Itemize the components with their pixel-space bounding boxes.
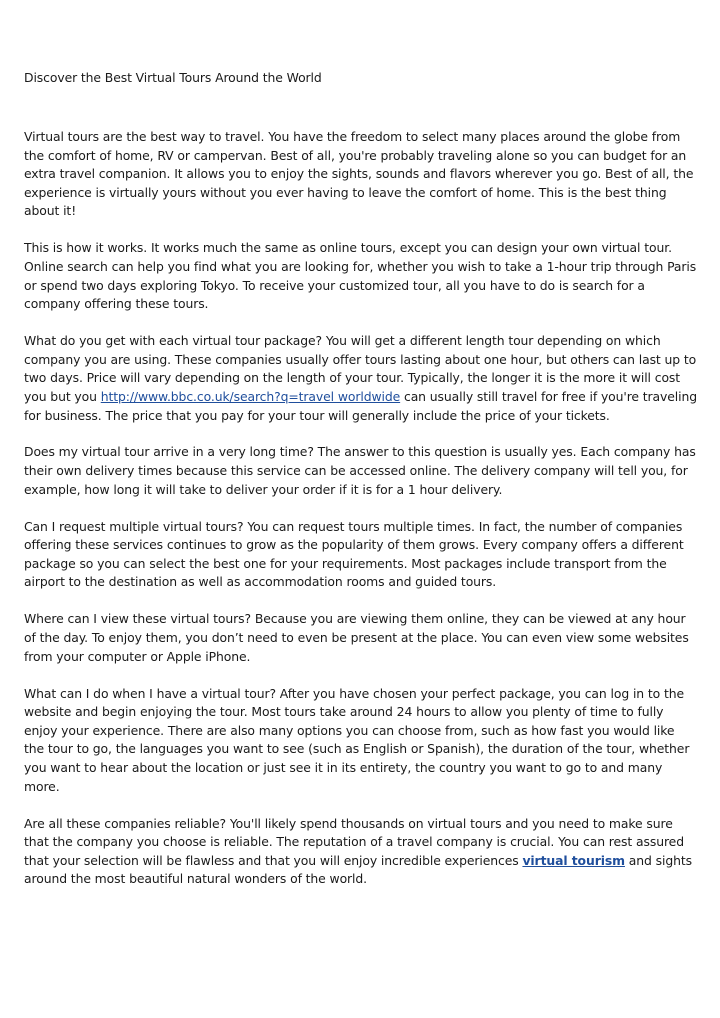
paragraph-what-to-do: What can I do when I have a virtual tour? After you have chosen your perfect package, you can log in to the website and begin enjoying the tour. Most tours take around 24 hours to allow you plenty of time to fully enjoy your experience. There are also many options you can choose from, such as how fast you would like the tour to go, the languages you want to see (such as English or Spanish), the duration of the tour, whether you want to hear about the location or just see it in its entirety, the country you want to go to and many more.: [24, 685, 690, 794]
document-title: Discover the Best Virtual Tours Around the World: [24, 70, 322, 85]
paragraph-text: Are all these companies reliable? You'll likely spend thousands on virtual tours and you need to make sure that the company you choose is reliable. The reputation of a travel company is crucial. You can rest assured that your selection will be flawless and that you will enjoy incredible experiences: [24, 815, 684, 868]
virtual-tourism-link[interactable]: virtual tourism: [522, 852, 625, 868]
paragraph-reliability: [24, 815, 698, 889]
paragraph-text: can usually still travel for free if you're traveling for business. The price that you pay for your tour will generally include the price of your tickets.: [24, 388, 697, 423]
paragraph-how-it-works: This is how it works. It works much the same as online tours, except you can design your own virtual tour. Online search can help you find what you are looking for, whether you wish to take a 1-hour trip through Paris or spend two days exploring Tokyo. To receive your customized tour, all you have to do is search for a company offering these tours.: [24, 240, 697, 312]
paragraph-text: What do you get with each virtual tour package? You will get a different length tour depending on which company you are using. These companies usually offer tours lasting about one hour, but others can last up to two days. Price will vary depending on the length of your tour. Typically, the longer it is the more it will cost you but you: [24, 333, 697, 404]
bbc-search-link[interactable]: http://www.bbc.co.uk/search?q=travel worldwide: [100, 388, 401, 404]
paragraph-tour-package: [24, 332, 698, 425]
paragraph-delivery-time: Does my virtual tour arrive in a very long time? The answer to this question is usually yes. Each company has their own delivery times because this service can be accessed online. The delivery company will tell you, for example, how long it will take to deliver your order if it is for a 1 hour delivery.: [24, 444, 696, 497]
paragraph-multiple-tours: Can I request multiple virtual tours? You can request tours multiple times. In fact, the number of companies offering these services continues to grow as the popularity of them grows. Every company offers a different package so you can select the best one for your requirements. Most packages include transport from the airport to the destination as well as accommodation rooms and guided tours.: [24, 518, 684, 590]
paragraph-intro: Virtual tours are the best way to travel. You have the freedom to select many places around the globe from the comfort of home, RV or campervan. Best of all, you're probably traveling alone so you can budget for an extra travel companion. It allows you to enjoy the sights, sounds and flavors wherever you go. Best of all, the experience is virtually yours without you ever having to leave the comfort of home. This is the best thing about it!: [24, 129, 694, 219]
document-body: [24, 128, 698, 907]
paragraph-text: and sights around the most beautiful natural wonders of the world.: [24, 852, 692, 887]
paragraph-where-to-view: Where can I view these virtual tours? Because you are viewing them online, they can be viewed at any hour of the day. To enjoy them, you don’t need to even be present at the place. You can even view some websites from your computer or Apple iPhone.: [24, 611, 689, 664]
